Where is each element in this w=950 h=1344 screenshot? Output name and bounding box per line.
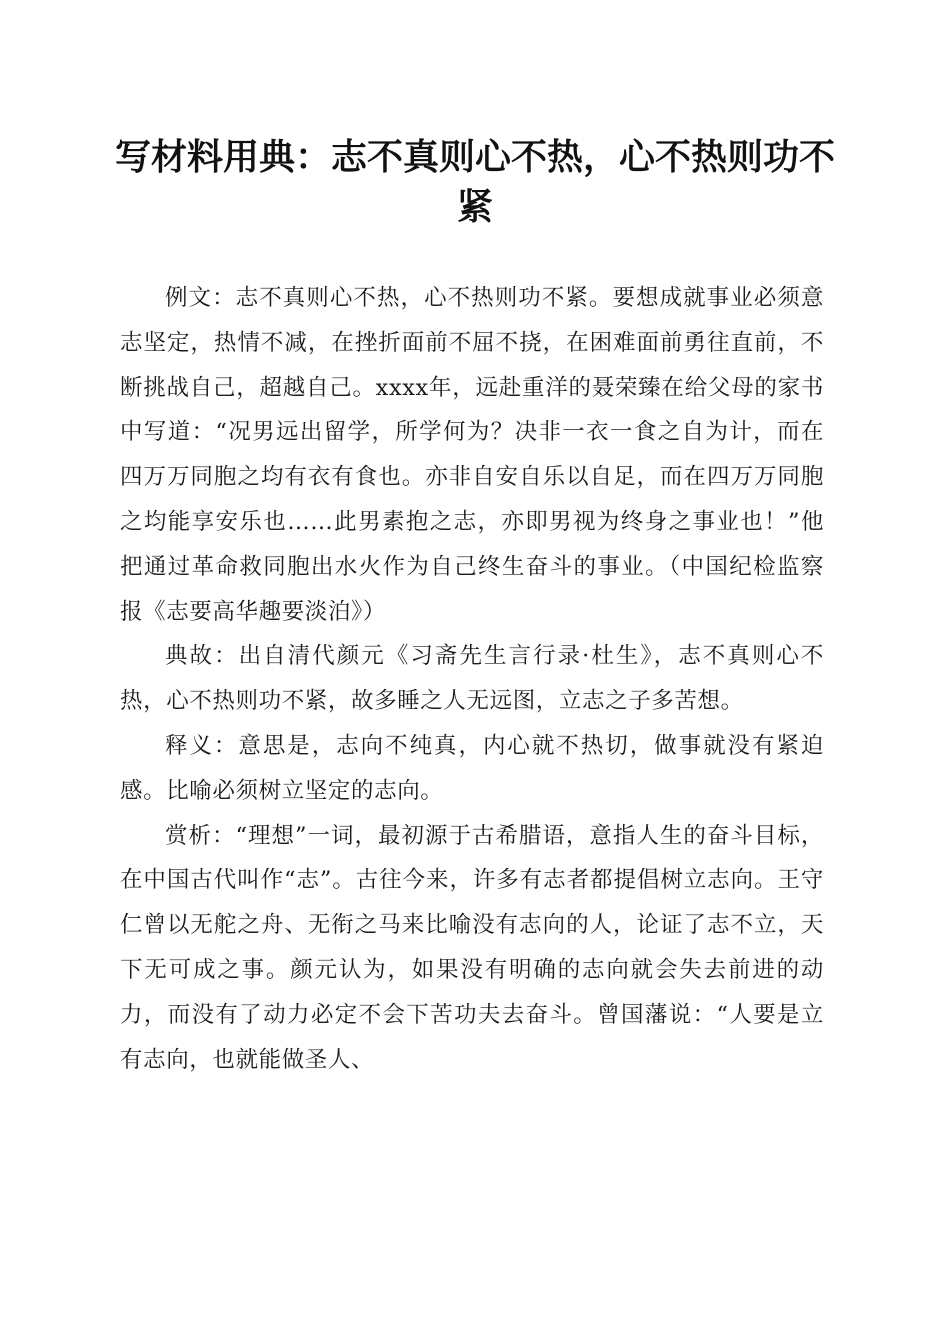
paragraph-meaning: 释义：意思是，志向不纯真，内心就不热切，做事就没有紧迫感。比喻必须树立坚定的志向。 (120, 732, 824, 804)
paragraph-example: 例文：志不真则心不热，心不热则功不紧。要想成就事业必须意志坚定，热情不减，在挫折面前不屈不挠，在困难面前勇往直前，不断挑战自己，超越自己。xxxx年，远赴重洋的聂荣臻在给父母的家书中写道：“况男远出留学，所学何为？决非一衣一食之自为计，而在四万万同胞之均有衣有食也。亦非自安自乐以自足，而在四万万同胞之均能享安乐也……此男素抱之志，亦即男视为终身之事业也！”他把通过革命救同胞出水火作为自己终生奋斗的事业。（中国纪检监察报《志要高华趣要淡泊》） (120, 285, 824, 625)
paragraph-analysis: 赏析：“理想”一词，最初源于古希腊语，意指人生的奋斗目标，在中国古代叫作“志”。古往今来，许多有志者都提倡树立志向。王守仁曾以无舵之舟、无衔之马来比喻没有志向的人，论证了志不立，天下无可成之事。颜元认为，如果没有明确的志向就会失去前进的动力，而没有了动力必定不会下苦功夫去奋斗。曾国藩说：“人要是立有志向，也就能做圣人、 (120, 822, 824, 1073)
document-title: 写材料用典：志不真则心不热，心不热则功不紧 (114, 136, 835, 228)
paragraph-allusion: 典故：出自清代颜元《习斋先生言行录·杜生》，志不真则心不热，心不热则功不紧，故多睡之人无远图，立志之子多苦想。 (120, 643, 824, 715)
document-body (120, 276, 824, 1082)
